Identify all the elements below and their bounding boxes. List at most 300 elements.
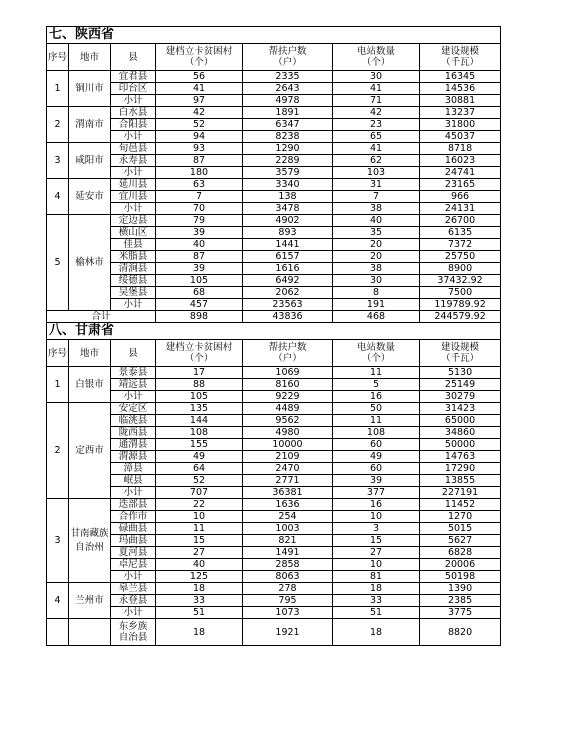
scale-value: 14536 xyxy=(420,83,501,95)
header-city: 地市 xyxy=(69,340,111,367)
households-value: 1003 xyxy=(243,523,333,535)
city-name: 甘南藏族自治州 xyxy=(69,499,111,583)
county-name: 碌曲县 xyxy=(111,523,156,535)
county-name: 东乡族自治县 xyxy=(111,619,156,646)
county-name: 旬邑县 xyxy=(111,143,156,155)
city-name: 定西市 xyxy=(69,403,111,499)
total-label: 合计 xyxy=(47,311,156,323)
households-value: 2771 xyxy=(243,475,333,487)
households-value: 8160 xyxy=(243,379,333,391)
households-value: 1636 xyxy=(243,499,333,511)
stations-value: 27 xyxy=(333,547,420,559)
villages-value: 33 xyxy=(156,595,243,607)
county-name: 迭部县 xyxy=(111,499,156,511)
row-number xyxy=(47,619,69,646)
header-households-label: 帮扶户数 xyxy=(268,46,307,57)
households-value: 4980 xyxy=(243,427,333,439)
villages-value: 11 xyxy=(156,523,243,535)
households-value: 2109 xyxy=(243,451,333,463)
stations-value: 33 xyxy=(333,595,420,607)
county-name: 卓尼县 xyxy=(111,559,156,571)
villages-value: 87 xyxy=(156,251,243,263)
scale-value: 26700 xyxy=(420,215,501,227)
header-households-unit: （户） xyxy=(273,353,302,364)
county-name: 安定区 xyxy=(111,403,156,415)
section-title: 八、甘肃省 xyxy=(47,323,501,340)
stations-value: 60 xyxy=(333,439,420,451)
scale-value: 17290 xyxy=(420,463,501,475)
households-value: 1891 xyxy=(243,107,333,119)
villages-value: 40 xyxy=(156,239,243,251)
total-row xyxy=(47,311,501,323)
subtotal-scale: 119789.92 xyxy=(420,299,501,311)
table-row xyxy=(47,595,501,607)
header-stations xyxy=(333,44,420,71)
subtotal-villages: 457 xyxy=(156,299,243,311)
table-row xyxy=(47,227,501,239)
villages-value: 135 xyxy=(156,403,243,415)
table-row xyxy=(47,367,501,379)
scale-value: 5627 xyxy=(420,535,501,547)
scale-value: 1270 xyxy=(420,511,501,523)
county-name: 宜川县 xyxy=(111,191,156,203)
subtotal-villages: 180 xyxy=(156,167,243,179)
row-number: 3 xyxy=(47,499,69,583)
scale-value: 1390 xyxy=(420,583,501,595)
stations-value: 108 xyxy=(333,427,420,439)
stations-value: 11 xyxy=(333,415,420,427)
table-row xyxy=(47,523,501,535)
subtotal-households: 8063 xyxy=(243,571,333,583)
households-value: 3340 xyxy=(243,179,333,191)
households-value: 6492 xyxy=(243,275,333,287)
stations-value: 20 xyxy=(333,239,420,251)
households-value: 821 xyxy=(243,535,333,547)
scale-value: 31423 xyxy=(420,403,501,415)
subtotal-row xyxy=(47,487,501,499)
header-county: 县 xyxy=(111,44,156,71)
city-name: 咸阳市 xyxy=(69,143,111,179)
subtotal-households: 8238 xyxy=(243,131,333,143)
subtotal-households: 3478 xyxy=(243,203,333,215)
table-row xyxy=(47,403,501,415)
scale-value: 6828 xyxy=(420,547,501,559)
scale-value: 6135 xyxy=(420,227,501,239)
villages-value: 18 xyxy=(156,619,243,646)
table-row xyxy=(47,155,501,167)
header-villages xyxy=(156,44,243,71)
stations-value: 41 xyxy=(333,83,420,95)
county-name: 米脂县 xyxy=(111,251,156,263)
households-value: 278 xyxy=(243,583,333,595)
villages-value: 18 xyxy=(156,583,243,595)
stations-value: 7 xyxy=(333,191,420,203)
stations-value: 15 xyxy=(333,535,420,547)
header-scale-label: 建设规模 xyxy=(441,46,480,57)
header-scale xyxy=(420,340,501,367)
scale-value: 7500 xyxy=(420,287,501,299)
stations-value: 42 xyxy=(333,107,420,119)
stations-value: 62 xyxy=(333,155,420,167)
county-name: 佳县 xyxy=(111,239,156,251)
subtotal-scale: 24741 xyxy=(420,167,501,179)
header-scale-unit: （千瓦） xyxy=(441,57,480,68)
county-name: 吴堡县 xyxy=(111,287,156,299)
stations-value: 10 xyxy=(333,511,420,523)
subtotal-scale: 24131 xyxy=(420,203,501,215)
stations-value: 40 xyxy=(333,215,420,227)
villages-value: 49 xyxy=(156,451,243,463)
subtotal-households: 9229 xyxy=(243,391,333,403)
county-name: 延川县 xyxy=(111,179,156,191)
stations-value: 20 xyxy=(333,251,420,263)
subtotal-villages: 105 xyxy=(156,391,243,403)
subtotal-villages: 125 xyxy=(156,571,243,583)
subtotal-label: 小计 xyxy=(111,299,156,311)
county-name: 玛曲县 xyxy=(111,535,156,547)
households-value: 2062 xyxy=(243,287,333,299)
villages-value: 39 xyxy=(156,227,243,239)
households-value: 2858 xyxy=(243,559,333,571)
villages-value: 68 xyxy=(156,287,243,299)
table-row xyxy=(47,83,501,95)
scale-value: 16345 xyxy=(420,71,501,83)
stations-value: 39 xyxy=(333,475,420,487)
table-row xyxy=(47,451,501,463)
subtotal-scale: 50198 xyxy=(420,571,501,583)
subtotal-villages: 97 xyxy=(156,95,243,107)
table-row xyxy=(47,119,501,131)
row-number: 4 xyxy=(47,179,69,215)
subtotal-stations: 51 xyxy=(333,607,420,619)
county-name: 夏河县 xyxy=(111,547,156,559)
header-city: 地市 xyxy=(69,44,111,71)
subtotal-scale: 30279 xyxy=(420,391,501,403)
stations-value: 60 xyxy=(333,463,420,475)
households-value: 1441 xyxy=(243,239,333,251)
villages-value: 15 xyxy=(156,535,243,547)
subtotal-row xyxy=(47,607,501,619)
households-value: 9562 xyxy=(243,415,333,427)
document-page xyxy=(46,26,500,646)
table-row xyxy=(47,191,501,203)
county-name: 横山区 xyxy=(111,227,156,239)
table-row xyxy=(47,499,501,511)
table-row xyxy=(47,107,501,119)
row-number: 1 xyxy=(47,367,69,403)
table-row xyxy=(47,287,501,299)
stations-value: 38 xyxy=(333,263,420,275)
county-name: 永登县 xyxy=(111,595,156,607)
scale-value: 34860 xyxy=(420,427,501,439)
households-value: 1491 xyxy=(243,547,333,559)
table-row xyxy=(47,215,501,227)
county-name: 永寿县 xyxy=(111,155,156,167)
row-number: 4 xyxy=(47,583,69,619)
scale-value: 8820 xyxy=(420,619,501,646)
subtotal-row xyxy=(47,391,501,403)
scale-value: 7372 xyxy=(420,239,501,251)
stations-value: 18 xyxy=(333,619,420,646)
scale-value: 2385 xyxy=(420,595,501,607)
county-name: 宜君县 xyxy=(111,71,156,83)
stations-value: 11 xyxy=(333,367,420,379)
households-value: 1616 xyxy=(243,263,333,275)
villages-value: 52 xyxy=(156,475,243,487)
county-name: 皋兰县 xyxy=(111,583,156,595)
table-row xyxy=(47,415,501,427)
households-value: 1069 xyxy=(243,367,333,379)
subtotal-households: 36381 xyxy=(243,487,333,499)
header-villages-label: 建档立卡贫困村 xyxy=(165,46,233,57)
subtotal-villages: 94 xyxy=(156,131,243,143)
villages-value: 87 xyxy=(156,155,243,167)
city-name xyxy=(69,619,111,646)
scale-value: 966 xyxy=(420,191,501,203)
villages-value: 17 xyxy=(156,367,243,379)
villages-value: 42 xyxy=(156,107,243,119)
header-no: 序号 xyxy=(47,44,69,71)
scale-value: 5130 xyxy=(420,367,501,379)
stations-value: 23 xyxy=(333,119,420,131)
county-name: 绥德县 xyxy=(111,275,156,287)
subtotal-label: 小计 xyxy=(111,571,156,583)
scale-value: 5015 xyxy=(420,523,501,535)
subtotal-villages: 707 xyxy=(156,487,243,499)
subtotal-stations: 191 xyxy=(333,299,420,311)
villages-value: 7 xyxy=(156,191,243,203)
table-row xyxy=(47,379,501,391)
county-name: 靖远县 xyxy=(111,379,156,391)
villages-value: 64 xyxy=(156,463,243,475)
total-scale: 244579.92 xyxy=(420,311,501,323)
county-name: 通渭县 xyxy=(111,439,156,451)
row-number: 2 xyxy=(47,107,69,143)
stations-value: 8 xyxy=(333,287,420,299)
scale-value: 14763 xyxy=(420,451,501,463)
subtotal-label: 小计 xyxy=(111,391,156,403)
table-row xyxy=(47,619,501,646)
subtotal-label: 小计 xyxy=(111,203,156,215)
villages-value: 108 xyxy=(156,427,243,439)
county-name: 清涧县 xyxy=(111,263,156,275)
scale-value: 13855 xyxy=(420,475,501,487)
households-value: 2643 xyxy=(243,83,333,95)
households-value: 893 xyxy=(243,227,333,239)
subtotal-label: 小计 xyxy=(111,95,156,107)
header-villages-unit: （个） xyxy=(184,57,214,68)
subtotal-row xyxy=(47,571,501,583)
header-scale-unit: （千瓦） xyxy=(441,353,480,364)
county-name: 定边县 xyxy=(111,215,156,227)
scale-value: 8900 xyxy=(420,263,501,275)
header-households-label: 帮扶户数 xyxy=(268,342,307,353)
table-row xyxy=(47,239,501,251)
subtotal-scale: 30881 xyxy=(420,95,501,107)
villages-value: 52 xyxy=(156,119,243,131)
county-name: 景泰县 xyxy=(111,367,156,379)
header-county: 县 xyxy=(111,340,156,367)
table-row xyxy=(47,427,501,439)
header-scale xyxy=(420,44,501,71)
table-row xyxy=(47,143,501,155)
households-value: 6347 xyxy=(243,119,333,131)
header-households-unit: （户） xyxy=(273,57,302,68)
city-name: 白银市 xyxy=(69,367,111,403)
stations-value: 18 xyxy=(333,583,420,595)
city-name: 渭南市 xyxy=(69,107,111,143)
county-name: 合作市 xyxy=(111,511,156,523)
households-value: 138 xyxy=(243,191,333,203)
subtotal-villages: 70 xyxy=(156,203,243,215)
row-number: 5 xyxy=(47,215,69,311)
subtotal-stations: 38 xyxy=(333,203,420,215)
households-value: 254 xyxy=(243,511,333,523)
scale-value: 13237 xyxy=(420,107,501,119)
villages-value: 40 xyxy=(156,559,243,571)
table-row xyxy=(47,547,501,559)
households-value: 2470 xyxy=(243,463,333,475)
villages-value: 88 xyxy=(156,379,243,391)
households-value: 6157 xyxy=(243,251,333,263)
subtotal-stations: 103 xyxy=(333,167,420,179)
county-name: 渭源县 xyxy=(111,451,156,463)
row-number: 3 xyxy=(47,143,69,179)
scale-value: 16023 xyxy=(420,155,501,167)
header-households xyxy=(243,44,333,71)
subtotal-scale: 3775 xyxy=(420,607,501,619)
city-name: 兰州市 xyxy=(69,583,111,619)
county-name: 印台区 xyxy=(111,83,156,95)
subtotal-stations: 377 xyxy=(333,487,420,499)
county-name: 临洮县 xyxy=(111,415,156,427)
row-number: 2 xyxy=(47,403,69,499)
subtotal-stations: 16 xyxy=(333,391,420,403)
total-households: 43836 xyxy=(243,311,333,323)
households-value: 2289 xyxy=(243,155,333,167)
villages-value: 144 xyxy=(156,415,243,427)
villages-value: 93 xyxy=(156,143,243,155)
section-title: 七、陕西省 xyxy=(47,27,501,44)
subtotal-stations: 81 xyxy=(333,571,420,583)
table-row xyxy=(47,179,501,191)
stations-value: 49 xyxy=(333,451,420,463)
scale-value: 11452 xyxy=(420,499,501,511)
header-stations xyxy=(333,340,420,367)
subtotal-row xyxy=(47,131,501,143)
total-stations: 468 xyxy=(333,311,420,323)
table-row xyxy=(47,559,501,571)
county-name: 白水县 xyxy=(111,107,156,119)
county-name: 漳县 xyxy=(111,463,156,475)
total-villages: 898 xyxy=(156,311,243,323)
subtotal-label: 小计 xyxy=(111,607,156,619)
villages-value: 27 xyxy=(156,547,243,559)
table-row xyxy=(47,511,501,523)
households-value: 1921 xyxy=(243,619,333,646)
city-name: 铜川市 xyxy=(69,71,111,107)
villages-value: 56 xyxy=(156,71,243,83)
header-no: 序号 xyxy=(47,340,69,367)
villages-value: 79 xyxy=(156,215,243,227)
stations-value: 16 xyxy=(333,499,420,511)
villages-value: 63 xyxy=(156,179,243,191)
villages-value: 41 xyxy=(156,83,243,95)
subtotal-row xyxy=(47,299,501,311)
households-value: 2335 xyxy=(243,71,333,83)
subtotal-row xyxy=(47,203,501,215)
stations-value: 30 xyxy=(333,275,420,287)
table-row xyxy=(47,275,501,287)
subtotal-households: 23563 xyxy=(243,299,333,311)
county-name: 岷县 xyxy=(111,475,156,487)
villages-value: 105 xyxy=(156,275,243,287)
stations-value: 41 xyxy=(333,143,420,155)
table-row xyxy=(47,439,501,451)
header-villages-label: 建档立卡贫困村 xyxy=(165,342,233,353)
households-value: 10000 xyxy=(243,439,333,451)
subtotal-label: 小计 xyxy=(111,131,156,143)
header-stations-label: 电站数量 xyxy=(356,46,395,57)
scale-value: 23165 xyxy=(420,179,501,191)
subtotal-row xyxy=(47,167,501,179)
scale-value: 8718 xyxy=(420,143,501,155)
header-households xyxy=(243,340,333,367)
scale-value: 65000 xyxy=(420,415,501,427)
header-stations-unit: （个） xyxy=(361,353,391,364)
table-row xyxy=(47,583,501,595)
row-number: 1 xyxy=(47,71,69,107)
stations-value: 3 xyxy=(333,523,420,535)
subtotal-households: 3579 xyxy=(243,167,333,179)
city-name: 榆林市 xyxy=(69,215,111,311)
scale-value: 31800 xyxy=(420,119,501,131)
header-villages xyxy=(156,340,243,367)
scale-value: 25149 xyxy=(420,379,501,391)
subtotal-households: 4978 xyxy=(243,95,333,107)
header-villages-unit: （个） xyxy=(184,353,214,364)
subtotal-label: 小计 xyxy=(111,487,156,499)
subtotal-scale: 45037 xyxy=(420,131,501,143)
subtotal-scale: 227191 xyxy=(420,487,501,499)
villages-value: 10 xyxy=(156,511,243,523)
subtotal-stations: 65 xyxy=(333,131,420,143)
table-row xyxy=(47,71,501,83)
county-name: 合阳县 xyxy=(111,119,156,131)
stations-value: 5 xyxy=(333,379,420,391)
households-value: 4489 xyxy=(243,403,333,415)
households-value: 795 xyxy=(243,595,333,607)
scale-value: 50000 xyxy=(420,439,501,451)
villages-value: 155 xyxy=(156,439,243,451)
villages-value: 39 xyxy=(156,263,243,275)
table-row xyxy=(47,463,501,475)
stations-value: 35 xyxy=(333,227,420,239)
table-row xyxy=(47,475,501,487)
stations-value: 31 xyxy=(333,179,420,191)
city-name: 延安市 xyxy=(69,179,111,215)
scale-value: 20006 xyxy=(420,559,501,571)
table-row xyxy=(47,251,501,263)
scale-value: 25750 xyxy=(420,251,501,263)
county-name: 陇西县 xyxy=(111,427,156,439)
header-scale-label: 建设规模 xyxy=(441,342,480,353)
table-row xyxy=(47,263,501,275)
households-value: 1290 xyxy=(243,143,333,155)
subtotal-households: 1073 xyxy=(243,607,333,619)
subtotal-stations: 71 xyxy=(333,95,420,107)
villages-value: 22 xyxy=(156,499,243,511)
